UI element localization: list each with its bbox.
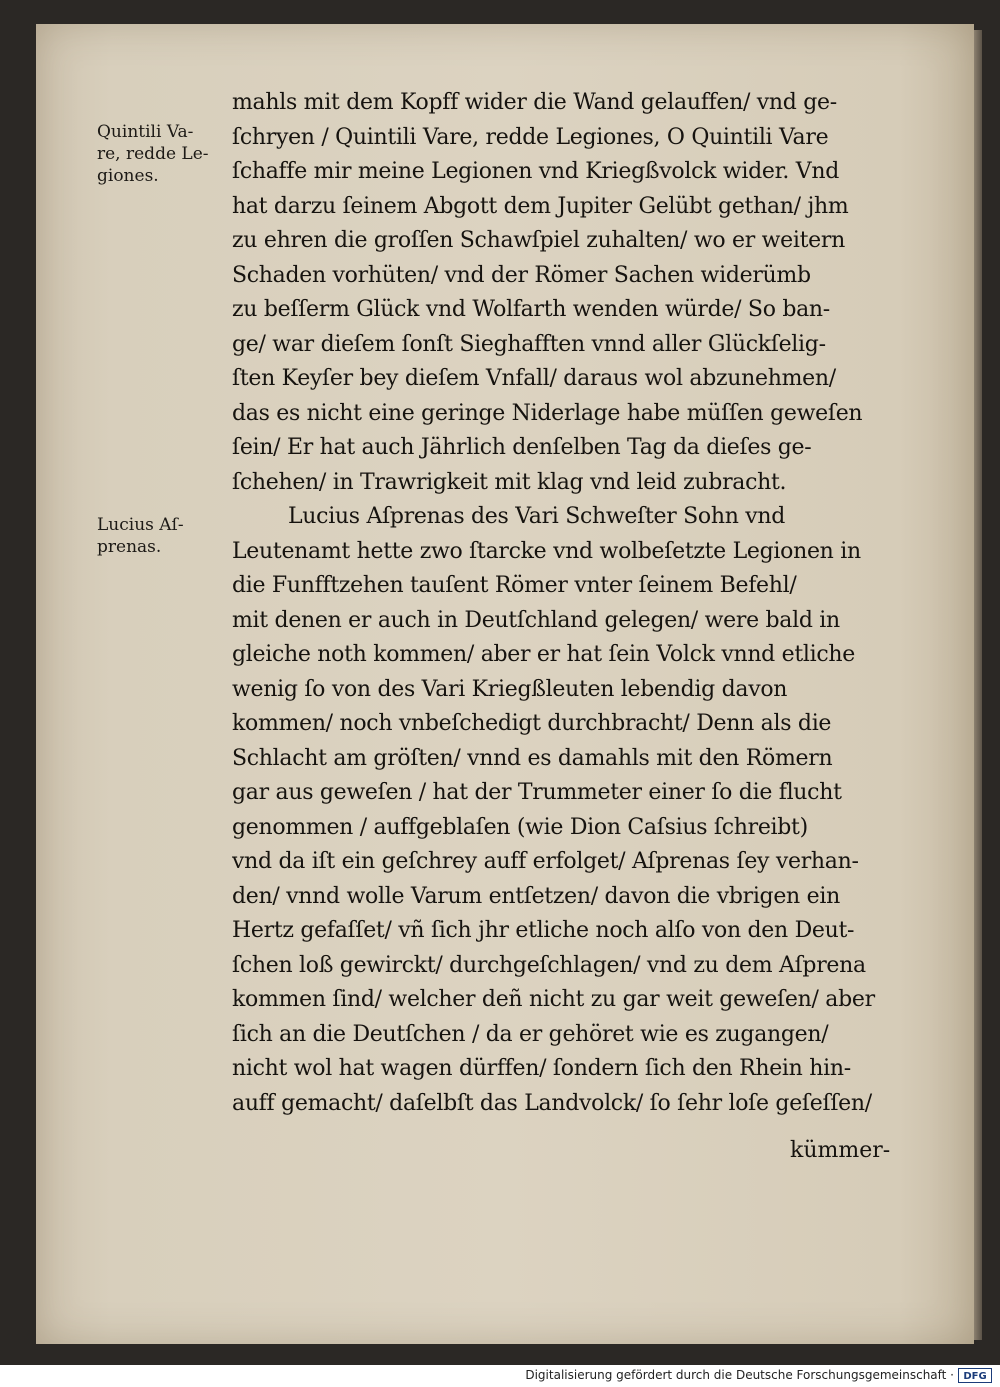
text-line: ſchehen/ in Trawrigkeit mit klag vnd leid zubracht. — [232, 469, 787, 495]
paragraph-start-line: Lucius Aſprenas des Vari Schweſter Sohn vnd — [288, 504, 786, 529]
text-line: ſchen loß gewirckt/ durchgeſchlagen/ vnd zu dem Aſprena — [232, 952, 866, 978]
text-line: mit denen er auch in Deutſchland gelegen/ were bald in — [232, 607, 840, 633]
dfg-logo-icon: DFG — [958, 1368, 992, 1383]
text-line: ſchaffe mir meine Legionen vnd Kriegßvolck wider. Vnd — [232, 159, 840, 184]
text-line: hat darzu ſeinem Abgott dem Jupiter Gelübt gethan/ jhm — [232, 193, 849, 219]
text-line: das es nicht eine geringe Niderlage habe müſſen geweſen — [232, 400, 863, 426]
text-line: die Funfftzehen tauſent Römer vnter ſeinem Befehl/ — [232, 573, 797, 598]
catchword: kümmer- — [790, 1138, 891, 1163]
text-line: kommen ſind/ welcher deñ nicht zu gar weit geweſen/ aber — [232, 987, 875, 1012]
text-line: wenig ſo von des Vari Kriegßleuten lebendig davon — [232, 676, 788, 702]
text-line: Leutenamt hette zwo ſtarcke vnd wolbeſetzte Legionen in — [232, 538, 861, 564]
text-line: ge/ war dieſem ſonſt Sieghafften vnnd aller Glückſelig- — [232, 331, 826, 357]
funding-notice: Digitalisierung gefördert durch die Deutsche Forschungsgemeinschaft · — [525, 1368, 954, 1382]
body-text — [232, 86, 920, 1121]
text-line: nicht wol hat wagen dürffen/ ſondern ſich den Rhein hin- — [232, 1056, 851, 1081]
footer-bar — [0, 1365, 1000, 1387]
page-edge — [974, 30, 982, 1340]
margin-note-asprenas: Lucius Aſ- prenas. — [97, 515, 184, 557]
text-line: den/ vnnd wolle Varum entſetzen/ davon die vbrigen ein — [232, 883, 840, 909]
text-line: Schaden vorhüten/ vnd der Römer Sachen widerümb — [232, 262, 811, 288]
text-line: gleiche noth kommen/ aber er hat ſein Volck vnnd etliche — [232, 642, 856, 667]
text-line: genommen / auffgeblaſen (wie Dion Caſsius ſchreibt) — [232, 814, 808, 840]
text-line: zu beſſerm Glück vnd Wolfarth wenden würde/ So ban- — [232, 297, 830, 322]
text-line: auff gemacht/ daſelbſt das Landvolck/ ſo ſehr loſe geſeſſen/ — [232, 1090, 872, 1116]
text-line: mahls mit dem Kopff wider die Wand gelauffen/ vnd ge- — [232, 90, 837, 115]
text-line: kommen/ noch vnbeſchedigt durchbracht/ Denn als die — [232, 711, 832, 736]
margin-note-quintili: Quintili Va- re, redde Le- giones. — [97, 122, 209, 186]
text-line: Hertz gefaſſet/ vñ ſich jhr etliche noch alſo von den Deut- — [232, 918, 855, 943]
text-line: ſten Keyſer bey dieſem Vnfall/ daraus wol abzunehmen/ — [232, 366, 836, 391]
text-line: vnd da iſt ein geſchrey auff erfolget/ Aſprenas ſey verhan- — [232, 849, 859, 874]
text-line: gar aus geweſen / hat der Trummeter einer ſo die flucht — [232, 780, 842, 805]
text-line: ſchryen / Quintili Vare, redde Legiones, O Quintili Vare — [232, 124, 829, 150]
text-line: zu ehren die groſſen Schawſpiel zuhalten/ wo er weitern — [232, 228, 845, 253]
text-line: ſein/ Er hat auch Jährlich denſelben Tag da dieſes ge- — [232, 435, 812, 460]
text-line: ſich an die Deutſchen / da er gehöret wie es zugangen/ — [232, 1021, 829, 1047]
text-line: Schlacht am gröſten/ vnnd es damahls mit den Römern — [232, 745, 833, 771]
